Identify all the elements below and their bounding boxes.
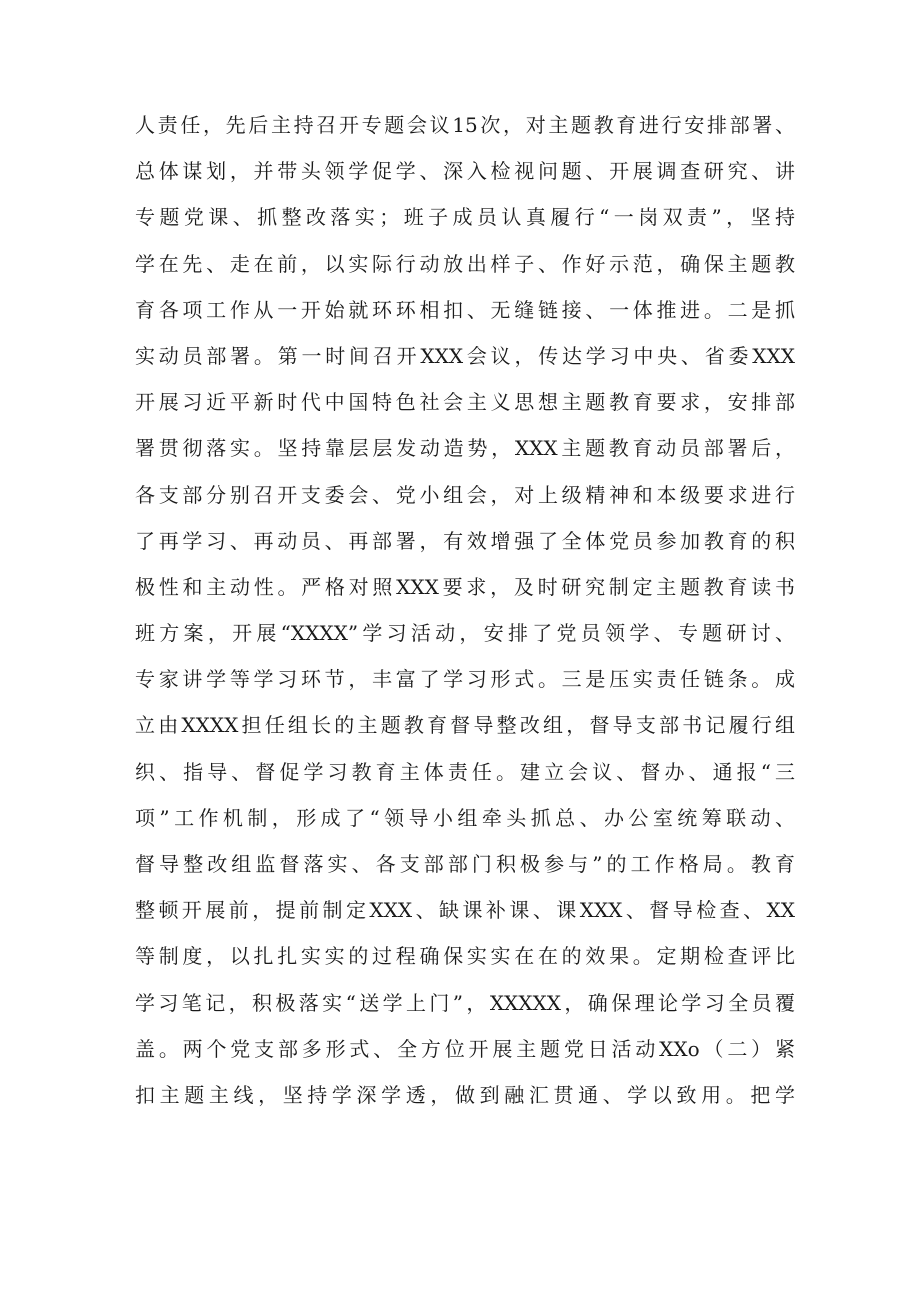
text-line-12: 班方案，开展“XXXX”学习活动，安排了党员领学、专题研讨、 xyxy=(135,621,795,646)
text-line-1: 人责任，先后主持召开专题会议15次，对主题教育进行安排部署、 xyxy=(135,113,795,137)
text-line-19: 等制度，以扎扎实实的过程确保实实在在的效果。定期检查评比 xyxy=(135,944,795,969)
text-line-18: 整顿开展前，提前制定XXX、缺课补课、课XXX、督导检查、XX xyxy=(135,898,795,923)
text-line-5: 育各项工作从一开始就环环相扣、无缝链接、一体推进。二是抓 xyxy=(135,297,795,322)
text-line-4: 学在先、走在前，以实际行动放出样子、作好示范，确保主题教 xyxy=(135,251,795,276)
text-line-17: 督导整改组监督落实、各支部部门积极参与”的工作格局。教育 xyxy=(135,852,795,876)
text-line-20: 学习笔记，积极落实“送学上门”，XXXXX，确保理论学习全员覆 xyxy=(135,990,795,1015)
text-line-7: 开展习近平新时代中国特色社会主义思想主题教育要求，安排部 xyxy=(135,390,795,415)
text-line-6: 实动员部署。第一时间召开XXX会议，传达学习中央、省委XXX xyxy=(135,343,795,368)
text-line-15: 织、指导、督促学习教育主体责任。建立会议、督办、通报“三 xyxy=(135,759,795,784)
text-line-2: 总体谋划，并带头领学促学、深入检视问题、开展调查研究、讲 xyxy=(135,159,795,184)
text-line-13: 专家讲学等学习环节，丰富了学习形式。三是压实责任链条。成 xyxy=(135,667,795,692)
body-text xyxy=(135,102,795,1118)
text-line-16: 项”工作机制，形成了“领导小组牵头抓总、办公室统筹联动、 xyxy=(135,805,795,830)
text-line-14: 立由XXXX担任组长的主题教育督导整改组，督导支部书记履行组 xyxy=(135,713,795,738)
text-line-22: 扣主题主线，坚持学深学透，做到融汇贯通、学以致用。把学 xyxy=(135,1082,795,1107)
text-line-21: 盖。两个党支部多形式、全方位开展主题党日活动XXo（二）紧 xyxy=(135,1036,795,1061)
text-line-10: 了再学习、再动员、再部署，有效增强了全体党员参加教育的积 xyxy=(135,528,795,553)
text-line-9: 各支部分别召开支委会、党小组会，对上级精神和本级要求进行 xyxy=(135,482,795,507)
text-line-8: 署贯彻落实。坚持靠层层发动造势，XXX主题教育动员部署后， xyxy=(135,436,795,461)
text-line-11: 极性和主动性。严格对照XXX要求，及时研究制定主题教育读书 xyxy=(135,574,795,599)
text-line-3: 专题党课、抓整改落实；班子成员认真履行“一岗双责”，坚持 xyxy=(135,205,795,230)
